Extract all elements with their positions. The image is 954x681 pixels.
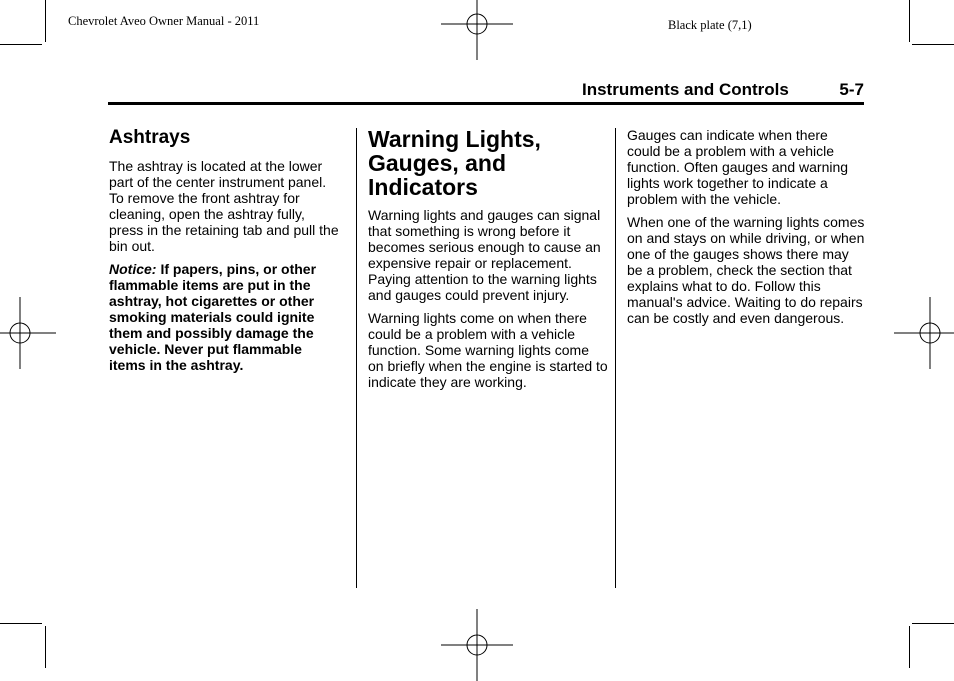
column-ashtrays xyxy=(109,127,341,380)
section-title: Instruments and Controls xyxy=(582,80,789,99)
column-gauges xyxy=(627,127,865,333)
notice-label: Notice: xyxy=(109,261,157,277)
slug-plate: Black plate (7,1) xyxy=(668,18,752,32)
crop-mark xyxy=(45,0,46,42)
crop-mark xyxy=(912,44,954,45)
column-warning xyxy=(368,127,608,397)
ashtrays-body: The ashtray is located at the lower part of the center instrument panel. To remove the front ashtray for cleaning, open the ashtray fully, press in the retaining tab and pull the bin out. xyxy=(109,158,339,254)
crop-mark xyxy=(45,626,46,668)
warning-paragraph: Warning lights come on when there could be a problem with a vehicle function. Some warning lights come on briefly when the engine is started to indicate they are working. xyxy=(368,310,608,390)
header-rule xyxy=(108,102,864,105)
registration-mark-icon xyxy=(441,0,513,60)
warning-paragraph: When one of the warning lights comes on and stays on while driving, or when one of the gauges shows there may be a problem, check the section that explains what to do. Follow this manual's advice. Waiting to do repairs can be costly and even dangerous. xyxy=(627,214,865,326)
registration-mark-icon xyxy=(0,297,56,369)
registration-mark-icon xyxy=(441,609,513,681)
registration-mark-icon xyxy=(894,297,954,369)
crop-mark xyxy=(0,623,42,624)
slug-title: Chevrolet Aveo Owner Manual - 2011 xyxy=(68,14,260,28)
column-divider xyxy=(356,128,357,588)
column-divider xyxy=(615,128,616,588)
crop-mark xyxy=(912,623,954,624)
crop-mark xyxy=(0,44,42,45)
notice-text: If papers, pins, or other flammable items are put in the ashtray, hot cigarettes or other smoking materials could ignite them and possibly damage the vehicle. Never put flammable items in the ashtray. xyxy=(109,261,317,373)
warning-paragraph: Gauges can indicate when there could be a problem with a vehicle function. Often gauges and warning lights work together to indicate a problem with the vehicle. xyxy=(627,127,849,207)
notice-paragraph xyxy=(109,261,341,373)
ashtrays-heading: Ashtrays xyxy=(109,127,191,148)
crop-mark xyxy=(909,626,910,668)
warning-heading: Warning Lights, Gauges, and Indicators xyxy=(368,126,541,200)
crop-mark xyxy=(909,0,910,42)
page-number: 5-7 xyxy=(839,80,864,99)
warning-paragraph: Warning lights and gauges can signal that something is wrong before it becomes serious enough to cause an expensive repair or replacement. Paying attention to the warning lights and gauges could prevent injury. xyxy=(368,207,601,303)
